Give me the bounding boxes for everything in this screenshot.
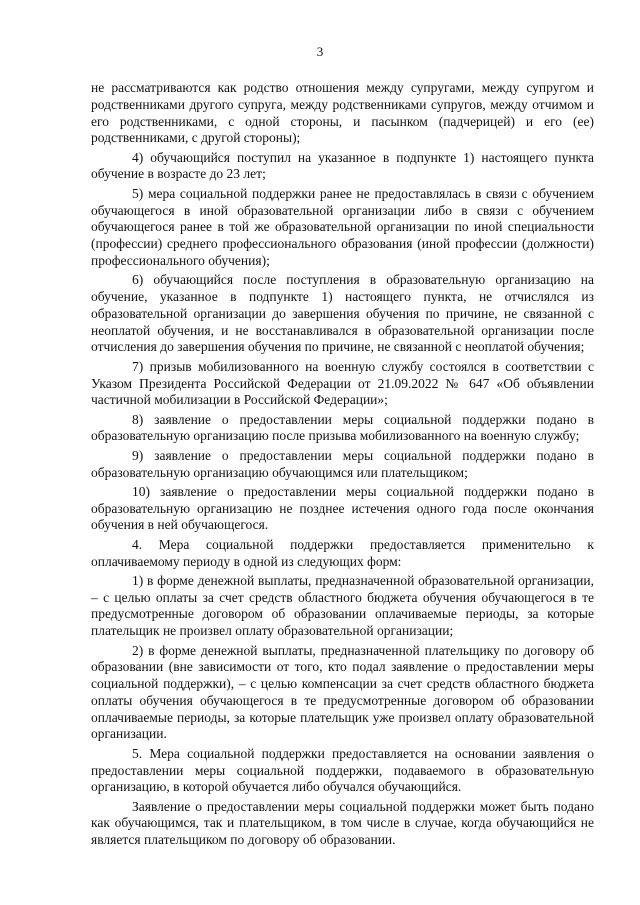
document-body xyxy=(91,80,594,852)
paragraph-continuation: не рассматриваются как родство отношения между супругами, между супругом и родственниками другого супруга, между родственниками супругов, между отчимом и его родственниками, с одной стороны, и пасынком (падчерицей) и его (ее) родственниками, с другой стороны); xyxy=(91,80,594,146)
page-number: 3 xyxy=(316,44,324,59)
paragraph-section-4: 4. Мера социальной поддержки предоставляется применительно к оплачиваемому периоду в одной из следующих форм: xyxy=(91,536,594,569)
paragraph-form-1: 1) в форме денежной выплаты, предназначенной образовательной организации, – с целью оплаты за счет средств областного бюджета обучения обучающегося в те предусмотренные договором об образовании оплачиваемые периоды, за которые плательщик не произвел оплату образовательной организации; xyxy=(91,572,594,639)
paragraph-item-8: 8) заявление о предоставлении меры социальной поддержки подано в образовательную организацию после призыва мобилизованного на военную службу; xyxy=(91,411,594,444)
paragraph-item-9: 9) заявление о предоставлении меры социальной поддержки подано в образовательную организацию обучающимся или плательщиком; xyxy=(91,447,594,480)
paragraph-item-5: 5) мера социальной поддержки ранее не предоставлялась в связи с обучением обучающегося в иной образовательной организации либо в связи с обучением обучающегося ранее в той же образовательной организации по иной специальности (профессии) среднего профессионального образования (иной профессии (должности) профессионального обучения); xyxy=(91,185,594,268)
paragraph-item-7: 7) призыв мобилизованного на военную службу состоялся в соответствии с Указом Президента Российской Федерации от 21.09.2022 № 647 «Об объявлении частичной мобилизации в Российской Федерации»; xyxy=(91,358,594,408)
paragraph-section-5: 5. Мера социальной поддержки предоставляется на основании заявления о предоставлении меры социальной поддержки, подаваемого в образовательную организацию, в которой обучается либо обучался обучающийся. xyxy=(91,745,594,795)
paragraph-item-4: 4) обучающийся поступил на указанное в подпункте 1) настоящего пункта обучение в возрасте до 23 лет; xyxy=(91,149,594,182)
paragraph-item-10: 10) заявление о предоставлении меры социальной поддержки подано в образовательную организацию не позднее истечения одного года после окончания обучения в ней обучающегося. xyxy=(91,483,594,533)
paragraph-application: Заявление о предоставлении меры социальной поддержки может быть подано как обучающимся, так и плательщиком, в том числе в случае, когда обучающийся не является плательщиком по договору об образовании. xyxy=(91,798,594,848)
paragraph-form-2: 2) в форме денежной выплаты, предназначенной плательщику по договору об образовании (вне зависимости от того, кто подал заявление о предоставлении меры социальной поддержки), – с целью компенсации за счет средств областного бюджета оплаты обучения обучающегося в те предусмотренные договором об образовании оплачиваемые периоды, за которые плательщик уже произвел оплату образовательной организации. xyxy=(91,642,594,742)
paragraph-item-6: 6) обучающийся после поступления в образовательную организацию на обучение, указанное в подпункте 1) настоящего пункта, не отчислялся из образовательной организации до завершения обучения по причине, не связанной с неоплатой обучения, и не восстанавливался в образовательной организации после отчисления до завершения обучения по причине, не связанной с неоплатой обучения; xyxy=(91,272,594,355)
